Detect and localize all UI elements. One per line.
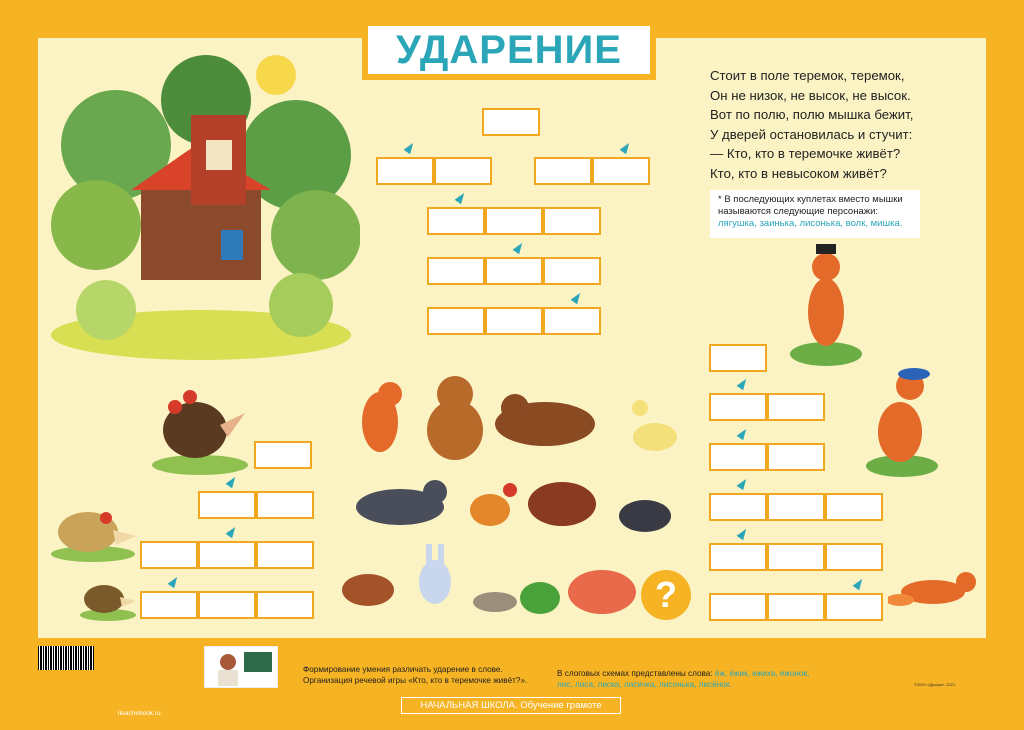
title-box xyxy=(362,20,656,80)
poem-line: Стоит в поле теремок, теремок, xyxy=(710,68,905,83)
words-label: В слоговых схемах представлены слова: xyxy=(557,669,713,678)
syllable-box xyxy=(256,491,314,519)
poem-line: Кто, кто в невысоком живёт? xyxy=(710,165,887,181)
syllable-box xyxy=(198,541,256,569)
syllable-box xyxy=(543,207,601,235)
note-text: * В последующих куплетах вместо мышки называются следующие персонажи: xyxy=(718,194,903,217)
syllable-box xyxy=(198,491,256,519)
running-fox-illustration xyxy=(888,560,980,622)
syllable-box xyxy=(825,593,883,621)
syllable-box xyxy=(767,443,825,471)
baby-hedgehog-illustration xyxy=(78,573,138,621)
words-info xyxy=(557,668,827,690)
syllable-box xyxy=(543,257,601,285)
poem-line: У дверей остановилась и стучит: xyxy=(710,126,913,142)
syllable-box xyxy=(709,344,767,372)
syllable-box xyxy=(592,157,650,185)
syllable-box xyxy=(427,307,485,335)
page-title: УДАРЕНИЕ xyxy=(396,27,622,72)
syllable-box xyxy=(256,591,314,619)
syllable-box xyxy=(376,157,434,185)
syllable-box xyxy=(709,593,767,621)
site-url: iteachebook.ru xyxy=(118,710,161,717)
syllable-box xyxy=(709,443,767,471)
goal-1: Формирование умения различать ударение в слове. xyxy=(292,664,552,675)
syllable-box xyxy=(709,543,767,571)
syllable-box xyxy=(140,591,198,619)
syllable-box xyxy=(485,257,543,285)
syllable-box xyxy=(709,393,767,421)
terem-house-illustration xyxy=(46,45,360,363)
syllable-box xyxy=(709,493,767,521)
note-box xyxy=(710,190,920,238)
syllable-box xyxy=(825,543,883,571)
syllable-box xyxy=(427,257,485,285)
syllable-box xyxy=(140,541,198,569)
hedgehog-illustration xyxy=(48,500,138,562)
syllable-box xyxy=(482,108,540,136)
syllable-box xyxy=(485,307,543,335)
poem xyxy=(710,66,970,183)
fox-hat-illustration xyxy=(788,242,864,368)
poem-line: Он не низок, не высок, не высок. xyxy=(710,87,911,103)
hedgehog-apples-illustration xyxy=(150,385,250,475)
copyright: ©2020 «Дрофа», 2021 xyxy=(914,682,956,687)
syllable-box xyxy=(543,307,601,335)
poem-line: — Кто, кто в теремочке живёт? xyxy=(710,146,901,161)
syllable-box xyxy=(534,157,592,185)
syllable-box xyxy=(767,393,825,421)
syllable-box xyxy=(256,541,314,569)
info-strip xyxy=(200,646,828,690)
syllable-box xyxy=(767,493,825,521)
words-line-2: лис, лиса, лиска, лисичка, лисонька, лисёнок. xyxy=(557,680,732,689)
barcode xyxy=(38,646,94,670)
words-line-1: ёж, ёжик, ежиха, ежонок; xyxy=(714,669,810,678)
syllable-box xyxy=(767,543,825,571)
syllable-box xyxy=(254,441,312,469)
fox-scarf-illustration xyxy=(862,362,940,478)
question-mark-icon: ? xyxy=(641,570,691,620)
syllable-box xyxy=(427,207,485,235)
syllable-box xyxy=(767,593,825,621)
syllable-box xyxy=(485,207,543,235)
note-names: лягушка, заинька, лисонька, волк, мишка. xyxy=(718,218,903,229)
animals-illustration xyxy=(340,372,685,624)
goal-2: Организация речевой игры «Кто, кто в теремочке живёт?». xyxy=(292,675,552,686)
syllable-box xyxy=(434,157,492,185)
poem-line: Вот по полю, полю мышка бежит, xyxy=(710,107,914,122)
syllable-box xyxy=(825,493,883,521)
syllable-box xyxy=(198,591,256,619)
footer-series-title: НАЧАЛЬНАЯ ШКОЛА. Обучение грамоте xyxy=(401,697,621,714)
